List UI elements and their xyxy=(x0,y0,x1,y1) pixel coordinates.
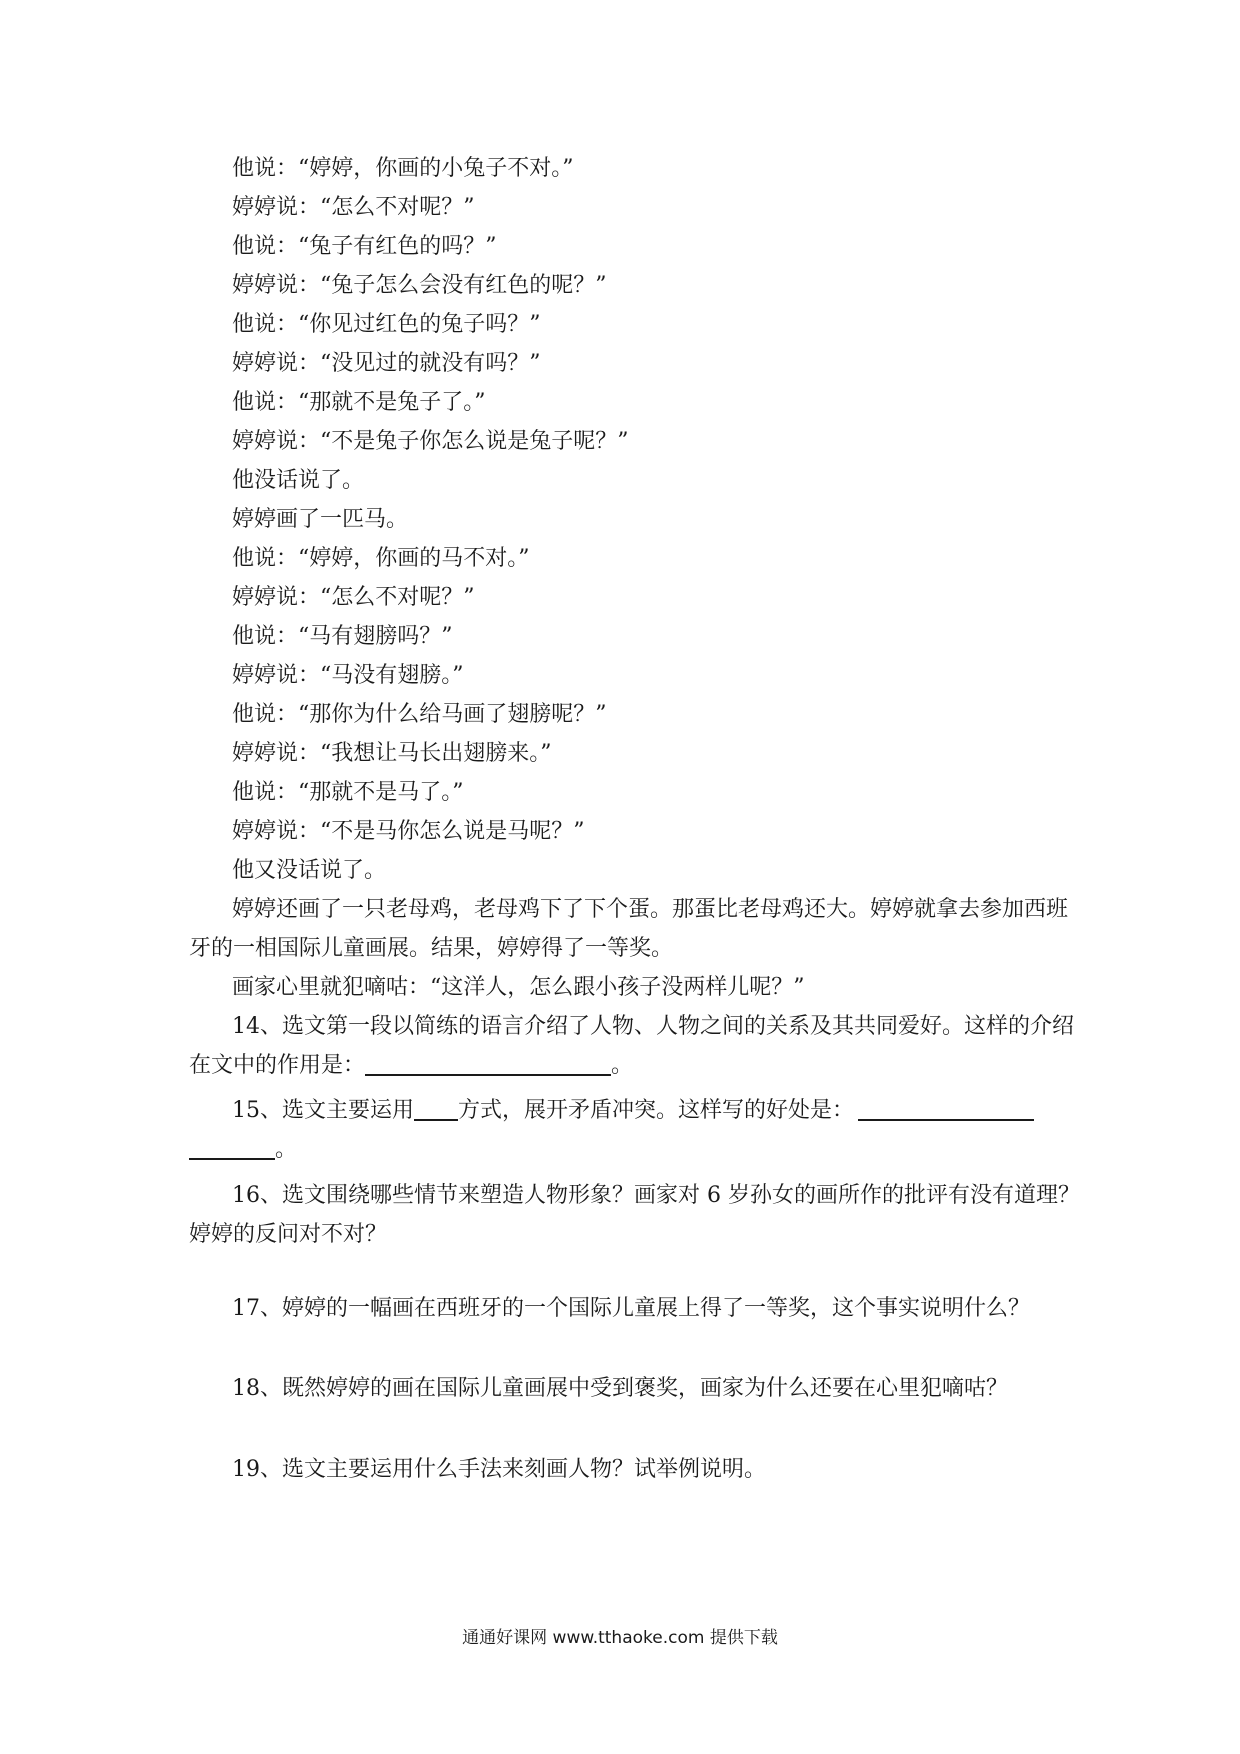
question-16-line2: 婷婷的反问对不对？ xyxy=(189,1222,388,1247)
question-14-line1: 14、选文第一段以简练的语言介绍了人物、人物之间的关系及其共同爱好。这样的介绍 xyxy=(232,1014,1074,1039)
dialogue-line: 他说：“那你为什么给马画了翅膀呢？” xyxy=(232,702,607,727)
question-15-prefix: 15、选文主要运用 xyxy=(232,1098,414,1123)
dialogue-line: 他说：“那就不是兔子了。” xyxy=(232,390,486,415)
paragraph-egg-line2: 牙的一相国际儿童画展。结果，婷婷得了一等奖。 xyxy=(189,936,674,961)
dialogue-line: 他说：“马有翅膀吗？” xyxy=(232,624,453,649)
question-14-prefix: 在文中的作用是： xyxy=(189,1053,366,1078)
answer-blank[interactable] xyxy=(858,1097,1034,1121)
question-19: 19、选文主要运用什么手法来刻画人物？试举例说明。 xyxy=(232,1457,766,1482)
dialogue-line: 婷婷说：“不是兔子你怎么说是兔子呢？” xyxy=(232,429,629,454)
dialogue-line: 婷婷说：“马没有翅膀。” xyxy=(232,663,464,688)
question-14-suffix: 。 xyxy=(611,1053,634,1078)
answer-blank[interactable] xyxy=(189,1136,275,1160)
dialogue-line: 婷婷说：“没见过的就没有吗？” xyxy=(232,351,541,376)
question-16-line1: 16、选文围绕哪些情节来塑造人物形象？画家对 6 岁孙女的画所作的批评有没有道理？ xyxy=(232,1183,1080,1208)
question-15-middle: 方式，展开矛盾冲突。这样写的好处是： xyxy=(458,1098,855,1123)
dialogue-line: 婷婷说：“我想让马长出翅膀来。” xyxy=(232,741,552,766)
answer-blank[interactable] xyxy=(414,1097,458,1121)
question-15-line2 xyxy=(189,1135,297,1165)
question-15-end: 。 xyxy=(275,1137,298,1162)
answer-blank[interactable] xyxy=(365,1052,611,1076)
dialogue-line: 他说：“兔子有红色的吗？” xyxy=(232,234,497,259)
narration-line: 他又没话说了。 xyxy=(232,858,387,883)
question-17: 17、婷婷的一幅画在西班牙的一个国际儿童展上得了一等奖，这个事实说明什么？ xyxy=(232,1296,1030,1321)
dialogue-line: 婷婷说：“不是马你怎么说是马呢？” xyxy=(232,819,585,844)
narration-line: 婷婷画了一匹马。 xyxy=(232,507,409,532)
dialogue-line: 他说：“婷婷，你画的马不对。” xyxy=(232,546,530,571)
paragraph-egg-line1: 婷婷还画了一只老母鸡，老母鸡下了下个蛋。那蛋比老母鸡还大。婷婷就拿去参加西班 xyxy=(232,897,1069,922)
dialogue-line: 婷婷说：“兔子怎么会没有红色的呢？” xyxy=(232,273,607,298)
narration-line: 他没话说了。 xyxy=(232,468,365,493)
dialogue-line: 他说：“那就不是马了。” xyxy=(232,780,464,805)
question-18: 18、既然婷婷的画在国际儿童画展中受到褒奖，画家为什么还要在心里犯嘀咕？ xyxy=(232,1376,1008,1401)
dialogue-line: 婷婷说：“怎么不对呢？” xyxy=(232,195,475,220)
question-15-line1 xyxy=(232,1096,1034,1126)
dialogue-line: 他说：“婷婷，你画的小兔子不对。” xyxy=(232,156,574,181)
paragraph-painter: 画家心里就犯嘀咕：“这洋人，怎么跟小孩子没两样儿呢？” xyxy=(232,975,805,1000)
dialogue-line: 婷婷说：“怎么不对呢？” xyxy=(232,585,475,610)
dialogue-line: 他说：“你见过红色的兔子吗？” xyxy=(232,312,541,337)
question-14-line2 xyxy=(189,1051,633,1081)
page-footer: 通通好课网 www.tthaoke.com 提供下载 xyxy=(462,1628,778,1648)
